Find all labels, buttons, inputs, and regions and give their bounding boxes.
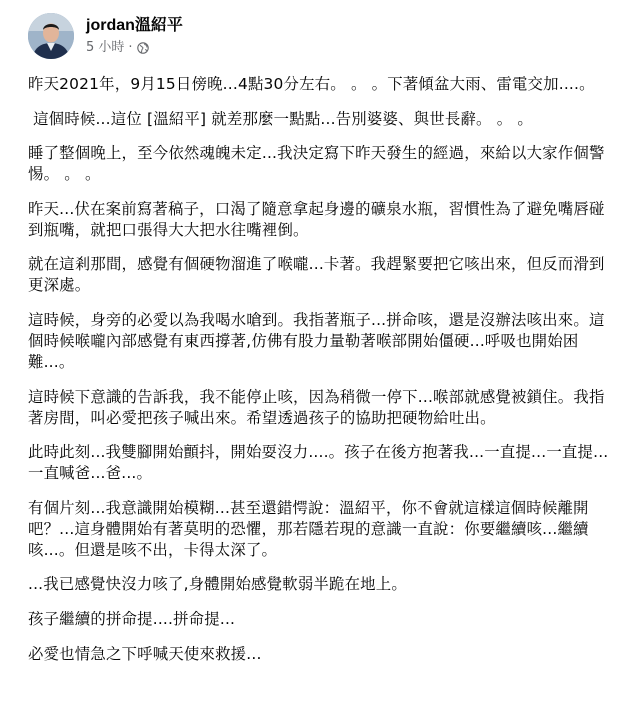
globe-icon[interactable] — [137, 42, 149, 54]
author-block — [86, 16, 183, 56]
post-paragraph: 睡了整個晚上，至今依然魂魄未定...我決定寫下昨天發生的經過，來給以大家作個警惕。 。 。 — [28, 144, 605, 184]
post-paragraph: 孩子繼續的拼命提....拼命提... — [28, 609, 236, 628]
post-paragraph: 這時候，身旁的必愛以為我喝水嗆到。我指著瓶子...拼命咳，還是沒辦法咳出來。這個時候喉嚨內部感覺有東西撐著,仿佛有股力量勒著喉部開始僵硬...呼吸也開始困難...。 — [28, 310, 605, 371]
post-meta — [86, 40, 183, 56]
post-paragraph: 就在這剎那間，感覺有個硬物溜進了喉嚨...卡著。我趕緊要把它咳出來，但反而滑到更深處。 — [28, 255, 605, 295]
avatar-image — [28, 13, 74, 59]
post-body — [28, 74, 610, 665]
post-paragraph: 昨天2021年，9月15日傍晚...4點30分左右。 。 。下著傾盆大雨、雷電交加....。 — [28, 75, 595, 93]
post-timestamp[interactable]: 5 小時 — [86, 40, 125, 55]
author-name[interactable]: jordan溫紹平 — [86, 17, 183, 34]
post-header — [28, 6, 610, 66]
post-paragraph: 這個時候...這位 [溫紹平] 就差那麼一點點...告別婆婆、與世長辭。 。 。 — [28, 109, 533, 128]
post-paragraph: 必愛也情急之下呼喊天使來救援... — [28, 644, 262, 663]
post-paragraph: 有個片刻...我意識開始模糊...甚至還錯愕說：溫紹平，你不會就這樣這個時候離開吧？...這身體開始有著莫明的恐懼，那若隱若現的意識一直說：你要繼續咳...繼續咳...。但還是咳不出，卡得太深了。 — [28, 498, 589, 559]
post-paragraph: 此時此刻...我雙腳開始顫抖，開始耍沒力....。孩子在後方抱著我...一直提...一直提...一直喊爸...爸...。 — [28, 443, 609, 483]
author-avatar[interactable] — [28, 13, 74, 59]
meta-separator: · — [128, 40, 133, 55]
post-paragraph: ...我已感覺快沒力咳了,身體開始感覺軟弱半跪在地上。 — [28, 575, 407, 594]
post-paragraph: 昨天...伏在案前寫著稿子，口渴了隨意拿起身邊的礦泉水瓶，習慣性為了避免嘴唇碰到瓶嘴，就把口張得大大把水往嘴裡倒。 — [28, 199, 605, 239]
post-paragraph: 這時候下意識的告訴我，我不能停止咳，因為稍微一停下...喉部就感覺被鎖住。我指著房間，叫必愛把孩子喊出來。希望透過孩子的協助把硬物給吐出。 — [28, 387, 605, 427]
